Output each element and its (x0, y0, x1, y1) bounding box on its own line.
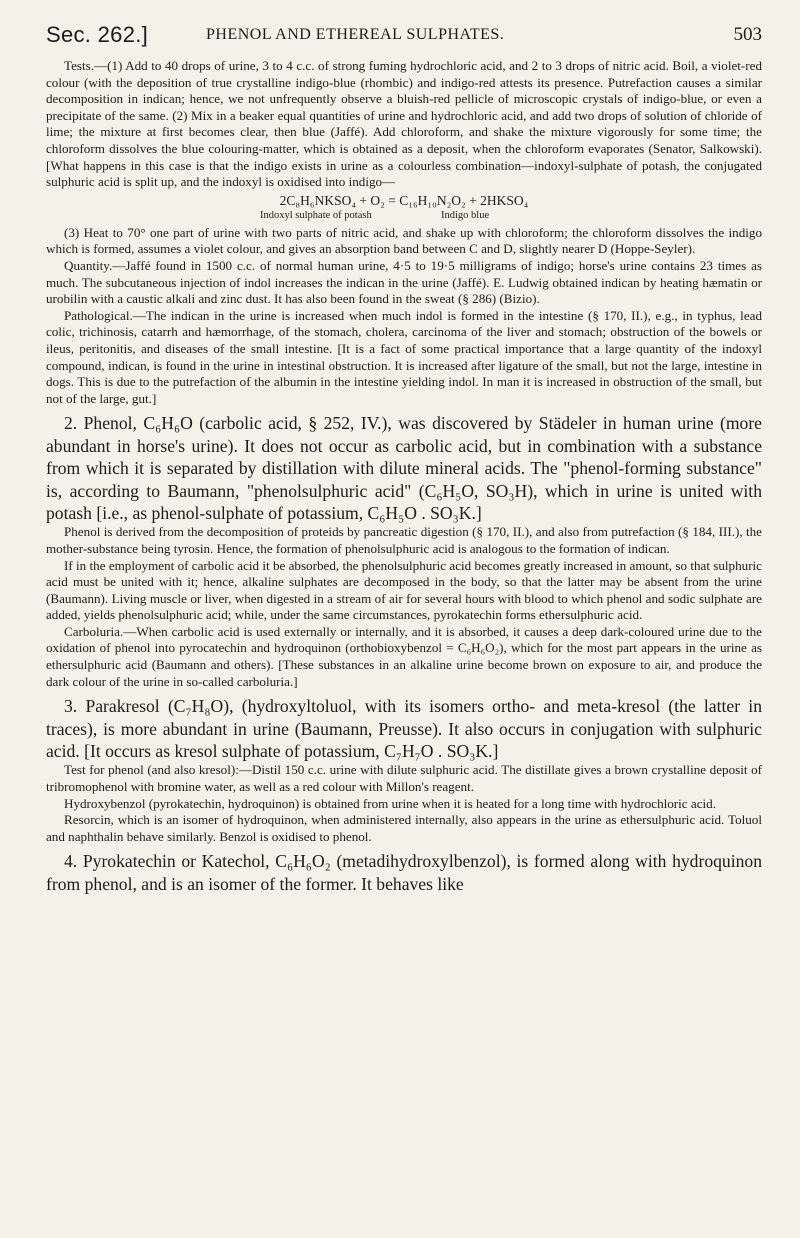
page-number: 503 (733, 24, 762, 45)
phenol-paragraph: 2. Phenol, C₆H₆O (carbolic acid, § 252, IV.), was discovered by Städeler in human urine (more abundant in horse's urine). It does not occur as carbolic acid, but in combination with a substance from which it is separated by distillation with dilute mineral acids. The "phenol-forming substance" is, according to Baumann, "phenolsulphuric acid" (C₆H₅O, SO₃H), which in urine is united with potash [i.e., as phenol-sulphate of potassium, C₆H₅O . SO₃K.] (46, 413, 762, 523)
quantity-paragraph: Quantity.—Jaffé found in 1500 c.c. of normal human urine, 4·5 to 19·5 milligrams of indigo; horse's urine contains 23 times as much. The subcutaneous injection of indol increases the indican in the urine (Jaffé). E. Ludwig obtained indican by heating hæmatin or urobilin with a caustic alkali and zinc dust. It has also been found in the sweat (§ 286) (Bizio). (46, 257, 762, 307)
indican-tests-paragraph: Tests.—(1) Add to 40 drops of urine, 3 to 4 c.c. of strong fuming hydrochloric acid, and 2 to 3 drops of nitric acid. Boil, a violet-red colour (with the deposition of true crystalline indigo-blue (rhombic) and indigo-red attests its presence. Putrefaction causes a similar decomposition in indican; hence, we not unfrequently observe a bluish-red pellicle of microscopic crystals of indigo-blue, or even a precipitate of the same. (2) Mix in a beaker equal quantities of urine and hydrochloric acid, and add two drops of solution of chloride of lime; the mixture at first becomes clear, then blue (Jaffé). Add chloroform, and shake the mixture vigorously for some time; the chloroform dissolves the blue colouring-matter, which is obtained as a deposit, when the chloroform evaporates (Senator, Salkowski). [What happens in this case is that the indigo exists in urine as a colourless combination—indoxyl-sulphate of potash, the conjugated sulphuric acid is split up, and the indoxyl is oxidised into indigo— (46, 58, 762, 190)
running-title: PHENOL AND ETHEREAL SULPHATES. (206, 26, 505, 43)
section-label: Sec. 262.] (46, 22, 149, 47)
hydroxybenzol-paragraph: Hydroxybenzol (pyrokatechin, hydroquinon) is obtained from urine when it is heated for a long time with hydrochloric acid. (64, 795, 716, 811)
equation-labels (46, 210, 762, 222)
carbolic-absorption-paragraph: If in the employment of carbolic acid it be absorbed, the phenolsulphuric acid becomes greatly increased in amount, so that sulphuric acid must be united with it; hence, alkaline sulphates are decomposed in the body, so that the latter may be absent from the urine (Baumann). Living muscle or liver, when digested in a stream of air for several hours with blood to which phenol and sodic sulphate are added, yields phenolsulphuric acid; while, under the same circumstances, pyrokatechin forms ethersulphuric acid. (46, 557, 762, 623)
running-header (46, 22, 762, 58)
phenol-test-paragraph: Test for phenol (and also kresol):—Distil 150 c.c. urine with dilute sulphuric acid. The distillate gives a brown crystalline deposit of tribromophenol with bromine water, as well as a red colour with Millon's reagent. (46, 762, 762, 795)
pathological-paragraph: Pathological.—The indican in the urine is increased when much indol is formed in the intestine (§ 170, II.), e.g., in typhus, lead colic, trichinosis, catarrh and hæmorrhage, of the stomach, cholera, carcinoma of the liver and stomach; obstruction of the bowels or ileus, peritonitis, and diseases of the small intestine. [It is a fact of some practical importance that a large quantity of the indoxyl compound, indican, is found in the urine in intestinal obstruction. It is increased after ligature of the small, but not the large, intestine in dogs. This is due to the putrefaction of the albumin in the intestine yielding indol. In man it is increased in obstruction of the small, but not of the large, gut.] (46, 307, 762, 406)
resorcin-paragraph: Resorcin, which is an isomer of hydroquinon, when administered internally, also appears in the urine as ethersulphuric acid. Toluol and naphthalin behave similarly. Benzol is oxidised to phenol. (46, 812, 762, 844)
equation-label-indoxyl: Indoxyl sulphate of potash (260, 209, 372, 221)
nitric-acid-test-paragraph: (3) Heat to 70° one part of urine with two parts of nitric acid, and shake up with chloroform; the chloroform dissolves the indigo which is formed, assumes a violet colour, and gives an absorption band between C and D, slightly nearer D (Hoppe-Seyler). (46, 224, 762, 257)
parakresol-paragraph: 3. Parakresol (C₇H₈O), (hydroxyltoluol, with its isomers ortho- and meta-kresol (the latter in traces), is more abundant in urine (Baumann, Preusse). It also occurs in conjugation with sulphuric acid. [It occurs as kresol sulphate of potassium, C₇H₇O . SO₃K.] (46, 696, 762, 762)
phenol-origin-paragraph: Phenol is derived from the decomposition of proteids by pancreatic digestion (§ 170, II.), and also from putrefaction (§ 184, III.), the mother-substance being tyrosin. Hence, the formation of phenolsulphuric acid is analogous to the formation of indican. (46, 524, 762, 556)
carboluria-paragraph: Carboluria.—When carbolic acid is used externally or internally, and it is absorbed, it causes a deep dark-coloured urine due to the oxidation of phenol into pyrocatechin and hydroquinon (orthobioxybenzol = C₆H₆O₂), which for the most part appears in the urine as ethersulphuric acid (Baumann and others). [These substances in an alkaline urine become brown on exposure to air, and produce the dark colour of the urine in so-called carboluria.] (46, 623, 762, 689)
page (46, 22, 762, 895)
pyrokatechin-paragraph: 4. Pyrokatechin or Katechol, C₆H₆O₂ (metadihydroxylbenzol), is formed along with hydroquinon from phenol, and is an isomer of the former. It behaves like (46, 851, 762, 894)
equation-label-indigo: Indigo blue (441, 209, 490, 221)
chemical-equation: 2C₈H₆NKSO₄ + O₂ = C₁₆H₁₀N₂O₂ + 2HKSO₄ (279, 192, 529, 208)
